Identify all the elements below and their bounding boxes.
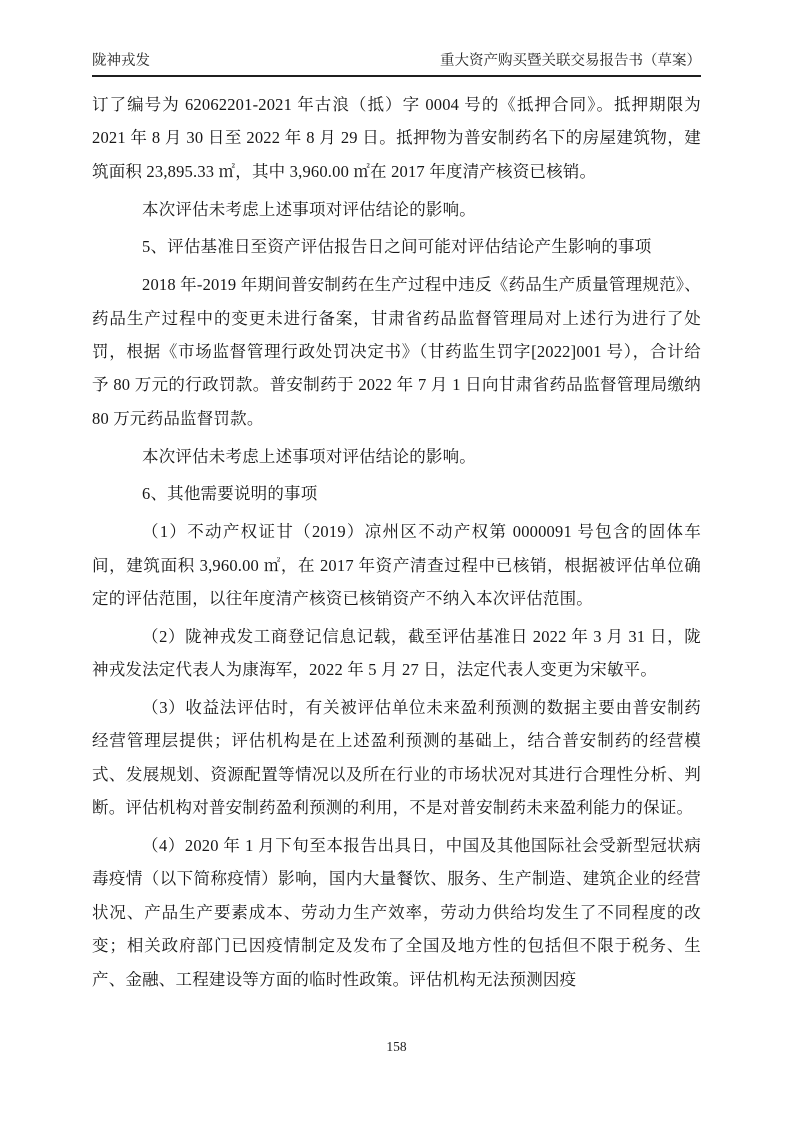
- body-paragraph: 本次评估未考虑上述事项对评估结论的影响。: [142, 446, 476, 466]
- page-footer: [0, 1039, 793, 1055]
- section-heading-6: 6、其他需要说明的事项: [142, 484, 318, 504]
- body-paragraph-item-2: （2）陇神戎发工商登记信息记载，截至评估基准日 2022 年 3 月 31 日，陇神戎发法定代表人为康海军，2022 年 5 月 27 日，法定代表人变更为宋敏平。: [92, 626, 701, 680]
- page-number: 158: [386, 1039, 407, 1054]
- section-heading-5: 5、评估基准日至资产评估报告日之间可能对评估结论产生影响的事项: [142, 237, 652, 257]
- page-header: [92, 52, 701, 77]
- header-company-name: 陇神戎发: [92, 53, 150, 69]
- body-paragraph: 本次评估未考虑上述事项对评估结论的影响。: [142, 199, 476, 219]
- body-paragraph-item-4: （4）2020 年 1 月下旬至本报告出具日，中国及其他国际社会受新型冠状病毒疫情（以下简称疫情）影响，国内大量餐饮、服务、生产制造、建筑企业的经营状况、产品生产要素成本、劳动力生产效率，劳动力供给均发生了不同程度的改变；相关政府部门已因疫情制定及发布了全国及地方性的包括但不限于税务、生产、金融、工程建设等方面的临时性政策。评估机构无法预测因疫: [92, 836, 701, 989]
- body-paragraph: 2018 年-2019 年期间普安制药在生产过程中违反《药品生产质量管理规范》、药品生产过程中的变更未进行备案，甘肃省药品监督管理局对上述行为进行了处罚，根据《市场监督管理行政处罚决定书》（甘药监生罚字[2022]001 号），合计给予 80 万元的行政罚款。普安制药于 2022 年 7 月 1 日向甘肃省药品监督管理局缴纳 80 万元药品监督罚款。: [92, 275, 701, 428]
- document-body: [92, 88, 701, 1000]
- header-report-title: 重大资产购买暨关联交易报告书（草案）: [440, 53, 701, 69]
- body-paragraph-item-1: （1）不动产权证甘（2019）凉州区不动产权第 0000091 号包含的固体车间，建筑面积 3,960.00 ㎡，在 2017 年资产清查过程中已核销，根据被评估单位确定的评估范围，以往年度清产核资已核销资产不纳入本次评估范围。: [92, 522, 701, 609]
- body-paragraph-continuation: 订了编号为 62062201-2021 年古浪（抵）字 0004 号的《抵押合同》。抵押期限为 2021 年 8 月 30 日至 2022 年 8 月 29 日。抵押物为普安制药名下的房屋建筑物，建筑面积 23,895.33 ㎡，其中 3,960.00 ㎡在 2017 年度清产核资已核销。: [92, 95, 701, 181]
- body-paragraph-item-3: （3）收益法评估时，有关被评估单位未来盈利预测的数据主要由普安制药经营管理层提供；评估机构是在上述盈利预测的基础上，结合普安制药的经营模式、发展规划、资源配置等情况以及所在行业的市场状况对其进行合理性分析、判断。评估机构对普安制药盈利预测的利用，不是对普安制药未来盈利能力的保证。: [92, 698, 701, 818]
